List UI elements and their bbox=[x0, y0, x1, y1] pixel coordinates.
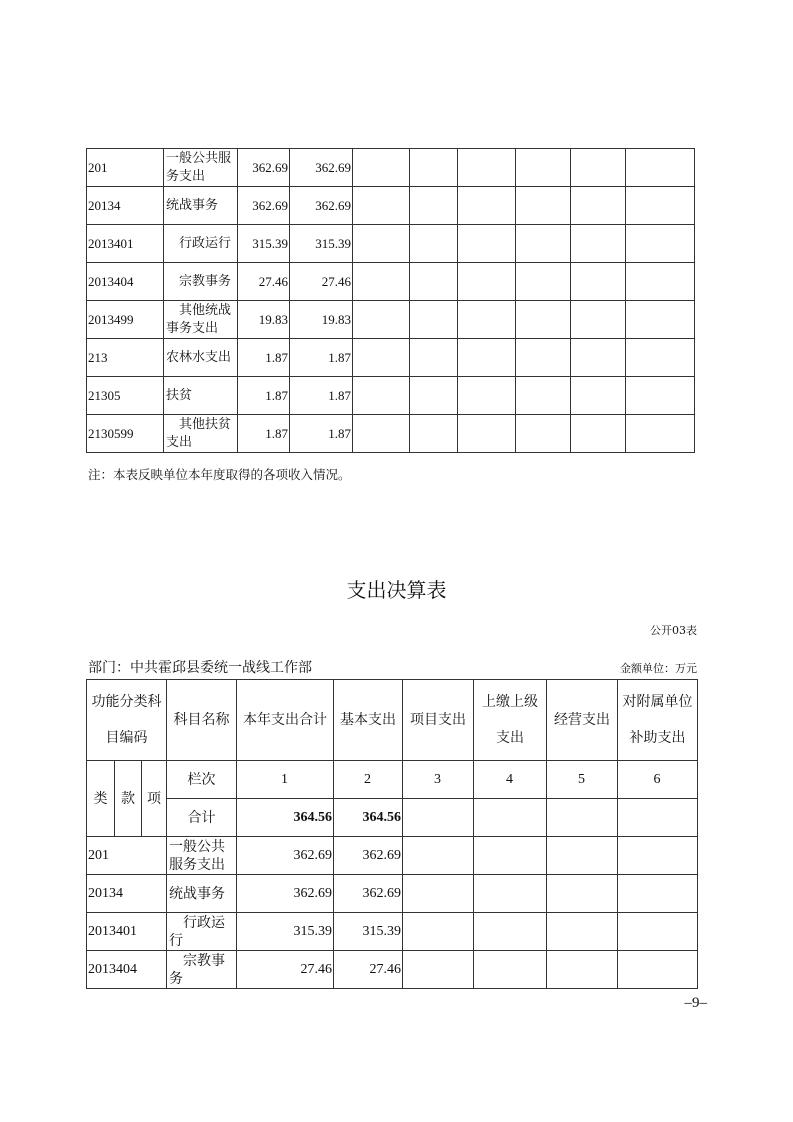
row-basic: 1.87 bbox=[290, 377, 353, 415]
column-number: 2 bbox=[334, 761, 403, 799]
row-name: 农林水支出 bbox=[164, 339, 238, 377]
empty-cell bbox=[403, 951, 474, 989]
table-row bbox=[87, 875, 698, 913]
empty-cell bbox=[571, 149, 626, 187]
table-row bbox=[87, 301, 695, 339]
row-basic: 1.87 bbox=[290, 415, 353, 453]
header-name: 科目名称 bbox=[167, 680, 237, 761]
empty-cell bbox=[547, 875, 618, 913]
empty-cell bbox=[626, 377, 695, 415]
empty-cell bbox=[626, 301, 695, 339]
row-name: 行政运行 bbox=[167, 913, 237, 951]
empty-cell bbox=[547, 799, 618, 837]
empty-cell bbox=[571, 377, 626, 415]
empty-cell bbox=[474, 837, 547, 875]
row-basic: 1.87 bbox=[290, 339, 353, 377]
empty-cell bbox=[618, 799, 698, 837]
table-number: 公开03表 bbox=[650, 624, 697, 637]
empty-cell bbox=[403, 913, 474, 951]
row-total: 19.83 bbox=[238, 301, 290, 339]
row-code: 2013499 bbox=[87, 301, 164, 339]
page-title: 支出决算表 bbox=[346, 578, 447, 602]
empty-cell bbox=[410, 339, 458, 377]
row-code: 2013404 bbox=[87, 263, 164, 301]
empty-cell bbox=[626, 225, 695, 263]
empty-cell bbox=[516, 339, 571, 377]
table-row bbox=[87, 913, 698, 951]
empty-cell bbox=[516, 377, 571, 415]
sum-row bbox=[87, 799, 698, 837]
empty-cell bbox=[626, 263, 695, 301]
empty-cell bbox=[353, 415, 410, 453]
empty-cell bbox=[474, 799, 547, 837]
row-basic: 362.69 bbox=[334, 837, 403, 875]
empty-cell bbox=[410, 187, 458, 225]
row-name: 统战事务 bbox=[164, 187, 238, 225]
empty-cell bbox=[571, 225, 626, 263]
row-name: 其他统战事务支出 bbox=[164, 301, 238, 339]
row-total: 362.69 bbox=[238, 149, 290, 187]
row-code: 21305 bbox=[87, 377, 164, 415]
empty-cell bbox=[516, 187, 571, 225]
column-number: 5 bbox=[547, 761, 618, 799]
empty-cell bbox=[410, 149, 458, 187]
empty-cell bbox=[458, 187, 516, 225]
row-basic: 362.69 bbox=[290, 149, 353, 187]
row-code: 2130599 bbox=[87, 415, 164, 453]
header-business: 经营支出 bbox=[547, 680, 618, 761]
empty-cell bbox=[410, 263, 458, 301]
header-kuan: 款 bbox=[115, 761, 142, 837]
table-row bbox=[87, 377, 695, 415]
empty-cell bbox=[410, 377, 458, 415]
header-total: 本年支出合计 bbox=[237, 680, 334, 761]
row-total: 362.69 bbox=[237, 837, 334, 875]
empty-cell bbox=[618, 837, 698, 875]
empty-cell bbox=[458, 149, 516, 187]
empty-cell bbox=[458, 377, 516, 415]
row-name: 统战事务 bbox=[167, 875, 237, 913]
empty-cell bbox=[618, 913, 698, 951]
empty-cell bbox=[547, 951, 618, 989]
empty-cell bbox=[516, 415, 571, 453]
empty-cell bbox=[403, 799, 474, 837]
row-name: 宗教事务 bbox=[167, 951, 237, 989]
header-lei: 类 bbox=[87, 761, 115, 837]
row-total: 362.69 bbox=[237, 875, 334, 913]
row-name: 一般公共服务支出 bbox=[164, 149, 238, 187]
empty-cell bbox=[474, 875, 547, 913]
empty-cell bbox=[571, 339, 626, 377]
column-number-label: 栏次 bbox=[167, 761, 237, 799]
expense-table bbox=[86, 679, 698, 989]
table-row bbox=[87, 149, 695, 187]
row-name: 一般公共服务支出 bbox=[167, 837, 237, 875]
row-basic: 362.69 bbox=[334, 875, 403, 913]
header-basic: 基本支出 bbox=[334, 680, 403, 761]
empty-cell bbox=[410, 301, 458, 339]
row-basic: 315.39 bbox=[334, 913, 403, 951]
row-name: 宗教事务 bbox=[164, 263, 238, 301]
row-code: 2013404 bbox=[87, 951, 167, 989]
empty-cell bbox=[403, 837, 474, 875]
table-note: 注：本表反映单位本年度取得的各项收入情况。 bbox=[88, 467, 351, 482]
column-number: 1 bbox=[237, 761, 334, 799]
empty-cell bbox=[516, 149, 571, 187]
row-total: 1.87 bbox=[238, 415, 290, 453]
empty-cell bbox=[458, 263, 516, 301]
empty-cell bbox=[353, 225, 410, 263]
empty-cell bbox=[571, 263, 626, 301]
empty-cell bbox=[353, 187, 410, 225]
row-total: 315.39 bbox=[237, 913, 334, 951]
page-number: –9– bbox=[684, 995, 707, 1011]
row-basic: 27.46 bbox=[334, 951, 403, 989]
table-row bbox=[87, 187, 695, 225]
sum-label: 合计 bbox=[167, 799, 237, 837]
empty-cell bbox=[626, 149, 695, 187]
row-basic: 315.39 bbox=[290, 225, 353, 263]
column-number: 4 bbox=[474, 761, 547, 799]
row-name: 行政运行 bbox=[164, 225, 238, 263]
amount-unit-label: 金额单位：万元 bbox=[620, 662, 697, 675]
income-table bbox=[86, 148, 695, 453]
row-total: 362.69 bbox=[238, 187, 290, 225]
empty-cell bbox=[458, 339, 516, 377]
empty-cell bbox=[353, 301, 410, 339]
header-subsidy: 对附属单位补助支出 bbox=[618, 680, 698, 761]
row-total: 27.46 bbox=[238, 263, 290, 301]
row-code: 20134 bbox=[87, 875, 167, 913]
table-row bbox=[87, 415, 695, 453]
empty-cell bbox=[474, 951, 547, 989]
empty-cell bbox=[618, 951, 698, 989]
column-number: 3 bbox=[403, 761, 474, 799]
empty-cell bbox=[403, 875, 474, 913]
empty-cell bbox=[353, 377, 410, 415]
sum-basic: 364.56 bbox=[334, 799, 403, 837]
row-code: 201 bbox=[87, 837, 167, 875]
row-total: 27.46 bbox=[237, 951, 334, 989]
column-number-row bbox=[87, 761, 698, 799]
table-row bbox=[87, 339, 695, 377]
table-row bbox=[87, 225, 695, 263]
empty-cell bbox=[458, 415, 516, 453]
empty-cell bbox=[547, 837, 618, 875]
sum-total: 364.56 bbox=[237, 799, 334, 837]
row-code: 2013401 bbox=[87, 225, 164, 263]
header-row bbox=[87, 680, 698, 761]
empty-cell bbox=[458, 225, 516, 263]
row-total: 1.87 bbox=[238, 339, 290, 377]
empty-cell bbox=[474, 913, 547, 951]
row-total: 1.87 bbox=[238, 377, 290, 415]
empty-cell bbox=[353, 263, 410, 301]
empty-cell bbox=[626, 415, 695, 453]
empty-cell bbox=[626, 339, 695, 377]
table-row bbox=[87, 951, 698, 989]
empty-cell bbox=[516, 263, 571, 301]
header-code: 功能分类科目编码 bbox=[87, 680, 167, 761]
row-basic: 27.46 bbox=[290, 263, 353, 301]
empty-cell bbox=[571, 301, 626, 339]
empty-cell bbox=[353, 149, 410, 187]
row-code: 20134 bbox=[87, 187, 164, 225]
empty-cell bbox=[516, 301, 571, 339]
row-total: 315.39 bbox=[238, 225, 290, 263]
empty-cell bbox=[626, 187, 695, 225]
row-basic: 19.83 bbox=[290, 301, 353, 339]
table-row bbox=[87, 263, 695, 301]
empty-cell bbox=[410, 415, 458, 453]
column-number: 6 bbox=[618, 761, 698, 799]
department-label: 部门：中共霍邱县委统一战线工作部 bbox=[88, 660, 312, 676]
empty-cell bbox=[353, 339, 410, 377]
row-code: 201 bbox=[87, 149, 164, 187]
row-name: 其他扶贫支出 bbox=[164, 415, 238, 453]
empty-cell bbox=[571, 187, 626, 225]
empty-cell bbox=[547, 913, 618, 951]
header-xiang: 项 bbox=[142, 761, 167, 837]
empty-cell bbox=[571, 415, 626, 453]
row-name: 扶贫 bbox=[164, 377, 238, 415]
table-row bbox=[87, 837, 698, 875]
row-code: 2013401 bbox=[87, 913, 167, 951]
empty-cell bbox=[516, 225, 571, 263]
header-project: 项目支出 bbox=[403, 680, 474, 761]
row-basic: 362.69 bbox=[290, 187, 353, 225]
row-code: 213 bbox=[87, 339, 164, 377]
empty-cell bbox=[618, 875, 698, 913]
empty-cell bbox=[458, 301, 516, 339]
header-upper: 上缴上级支出 bbox=[474, 680, 547, 761]
empty-cell bbox=[410, 225, 458, 263]
